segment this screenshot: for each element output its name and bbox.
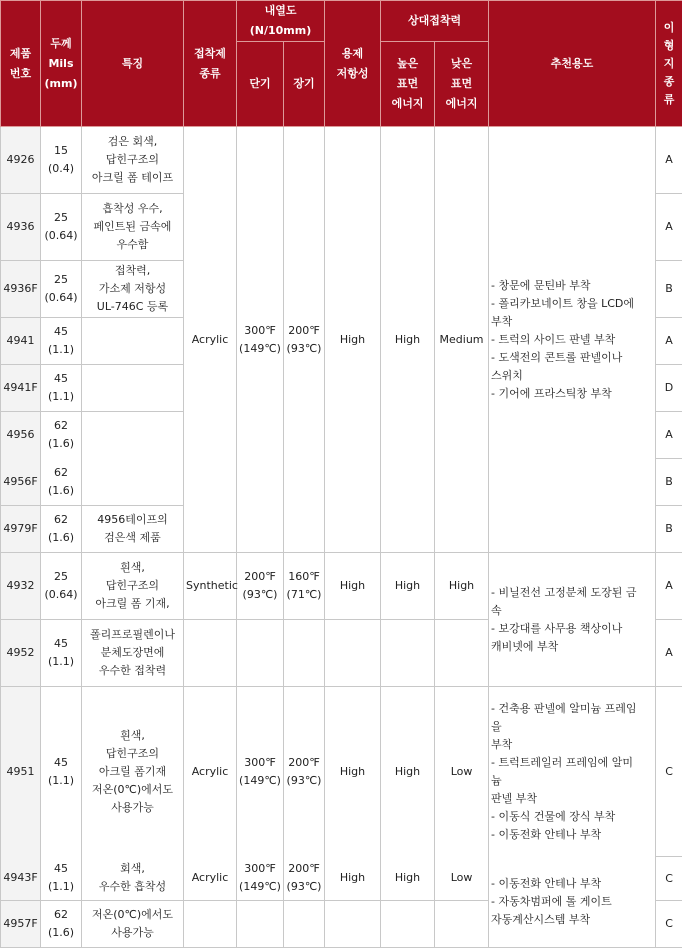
feature-text: 접착력, 가소제 저항성 UL-746C 등록 xyxy=(82,261,184,318)
low-surface-value: Low xyxy=(435,687,489,857)
liner-type-value: C xyxy=(656,857,682,901)
liner-type-value: B xyxy=(656,261,682,318)
recommended-use-text: - 건축용 판넬에 알미늄 프레임 을 부착 - 트럭트레일러 프레임에 알미 늄 판넬 부착 - 이동식 건물에 장식 부착 - 이동전화 안테나 부착 xyxy=(489,687,656,857)
product-code: 4956 xyxy=(1,412,41,459)
thickness-value: 45 (1.1) xyxy=(41,620,82,687)
liner-type-value: A xyxy=(656,620,682,687)
high-surface-value: High xyxy=(381,127,435,553)
feature-text: 흰색, 답힌구조의 아크릴 폼기재 저온(0℃)에서도 사용가능 xyxy=(82,687,184,857)
product-code: 4941 xyxy=(1,318,41,365)
short-term-value: 300℉ (149℃) xyxy=(237,857,284,901)
thickness-value: 25 (0.64) xyxy=(41,553,82,620)
liner-type-value: A xyxy=(656,412,682,459)
header-high-surface-energy: 높은 표면 에너지 xyxy=(381,42,435,127)
thickness-value: 45 (1.1) xyxy=(41,365,82,412)
header-liner-type: 이 형 지 종 류 xyxy=(656,1,682,127)
table-row xyxy=(1,553,682,620)
thickness-value: 62 (1.6) xyxy=(41,506,82,553)
product-code: 4941F xyxy=(1,365,41,412)
product-code: 4979F xyxy=(1,506,41,553)
header-heat-resistance: 내열도 (N/10mm) xyxy=(237,1,325,42)
liner-type-value: A xyxy=(656,318,682,365)
adhesive-type-value: Acrylic xyxy=(184,857,237,901)
empty-cell xyxy=(284,620,325,687)
liner-type-value: A xyxy=(656,194,682,261)
liner-type-value: B xyxy=(656,459,682,506)
product-code: 4936F xyxy=(1,261,41,318)
feature-text: 회색, 우수한 흡착성 xyxy=(82,857,184,901)
short-term-value: 300℉ (149℃) xyxy=(237,127,284,553)
liner-type-value: A xyxy=(656,127,682,194)
feature-text xyxy=(82,318,184,365)
recommended-use-text: - 이동전화 안테나 부착 - 자동차범퍼에 톨 게이트 자동계산시스템 부착 xyxy=(489,857,656,948)
header-adhesive-type: 접착제 종류 xyxy=(184,1,237,127)
high-surface-value: High xyxy=(381,553,435,620)
low-surface-value: High xyxy=(435,553,489,620)
product-code: 4952 xyxy=(1,620,41,687)
product-code: 4926 xyxy=(1,127,41,194)
solvent-resistance-value: High xyxy=(325,857,381,901)
header-short-term: 단기 xyxy=(237,42,284,127)
feature-text: 흡착성 우수, 페인트된 금속에 우수함 xyxy=(82,194,184,261)
table-row xyxy=(1,857,682,901)
recommended-use-text: - 창문에 문틴바 부착 - 폴리카보네이트 창을 LCD에 부착 - 트럭의 사이드 판넬 부착 - 도색전의 콘트롤 판넬이나 스위치 - 기어에 프라스틱창 부착 xyxy=(489,127,656,553)
feature-text: 검은 회색, 답힌구조의 아크릴 폼 테이프 xyxy=(82,127,184,194)
long-term-value: 160℉ (71℃) xyxy=(284,553,325,620)
table-row xyxy=(1,687,682,857)
feature-text: 4956테이프의 검은색 제품 xyxy=(82,506,184,553)
short-term-value: 200℉ (93℃) xyxy=(237,553,284,620)
liner-type-value: C xyxy=(656,687,682,857)
high-surface-value: High xyxy=(381,687,435,857)
product-code: 4957F xyxy=(1,901,41,948)
header-long-term: 장기 xyxy=(284,42,325,127)
empty-cell xyxy=(237,620,284,687)
thickness-value: 45 (1.1) xyxy=(41,318,82,365)
product-code: 4951 xyxy=(1,687,41,857)
liner-type-value: B xyxy=(656,506,682,553)
product-code: 4956F xyxy=(1,459,41,506)
empty-cell xyxy=(381,620,435,687)
adhesive-type-value: Acrylic xyxy=(184,127,237,553)
thickness-value: 62 (1.6) xyxy=(41,412,82,459)
recommended-use-text: - 비닐전선 고정분체 도장된 금 속 - 보강대를 사무용 책상이나 캐비넷에 부착 xyxy=(489,553,656,687)
thickness-value: 25 (0.64) xyxy=(41,261,82,318)
long-term-value: 200℉ (93℃) xyxy=(284,127,325,553)
liner-type-value: A xyxy=(656,553,682,620)
header-thickness: 두께 Mils (mm) xyxy=(41,1,82,127)
low-surface-value: Low xyxy=(435,857,489,901)
low-surface-value: Medium xyxy=(435,127,489,553)
solvent-resistance-value: High xyxy=(325,687,381,857)
empty-cell xyxy=(381,901,435,948)
liner-type-value: C xyxy=(656,901,682,948)
thickness-value: 45 (1.1) xyxy=(41,857,82,901)
product-code: 4932 xyxy=(1,553,41,620)
long-term-value: 200℉ (93℃) xyxy=(284,687,325,857)
feature-text xyxy=(82,459,184,506)
liner-type-value: D xyxy=(656,365,682,412)
adhesive-type-value: Acrylic xyxy=(184,687,237,857)
feature-text: 폴리프로필렌이나 분체도장면에 우수한 접착력 xyxy=(82,620,184,687)
header-product-no: 제품 번호 xyxy=(1,1,41,127)
adhesive-type-value: Synthetic xyxy=(184,553,237,620)
empty-cell xyxy=(184,901,237,948)
empty-cell xyxy=(184,620,237,687)
thickness-value: 62 (1.6) xyxy=(41,901,82,948)
empty-cell xyxy=(325,620,381,687)
product-code: 4936 xyxy=(1,194,41,261)
high-surface-value: High xyxy=(381,857,435,901)
empty-cell xyxy=(237,901,284,948)
feature-text: 저온(0℃)에서도 사용가능 xyxy=(82,901,184,948)
short-term-value: 300℉ (149℃) xyxy=(237,687,284,857)
header-low-surface-energy: 낮은 표면 에너지 xyxy=(435,42,489,127)
solvent-resistance-value: High xyxy=(325,553,381,620)
empty-cell xyxy=(284,901,325,948)
empty-cell xyxy=(435,901,489,948)
header-features: 특징 xyxy=(82,1,184,127)
feature-text xyxy=(82,412,184,459)
thickness-value: 62 (1.6) xyxy=(41,459,82,506)
thickness-value: 15 (0.4) xyxy=(41,127,82,194)
header-relative-adhesion: 상대접착력 xyxy=(381,1,489,42)
long-term-value: 200℉ (93℃) xyxy=(284,857,325,901)
table-row xyxy=(1,127,682,194)
thickness-value: 25 (0.64) xyxy=(41,194,82,261)
product-code: 4943F xyxy=(1,857,41,901)
header-recommended-use: 추천용도 xyxy=(489,1,656,127)
feature-text xyxy=(82,365,184,412)
header-solvent-resistance: 용제 저항성 xyxy=(325,1,381,127)
feature-text: 흰색, 답힌구조의 아크릴 폼 기재, xyxy=(82,553,184,620)
thickness-value: 45 (1.1) xyxy=(41,687,82,857)
empty-cell xyxy=(325,901,381,948)
empty-cell xyxy=(435,620,489,687)
solvent-resistance-value: High xyxy=(325,127,381,553)
